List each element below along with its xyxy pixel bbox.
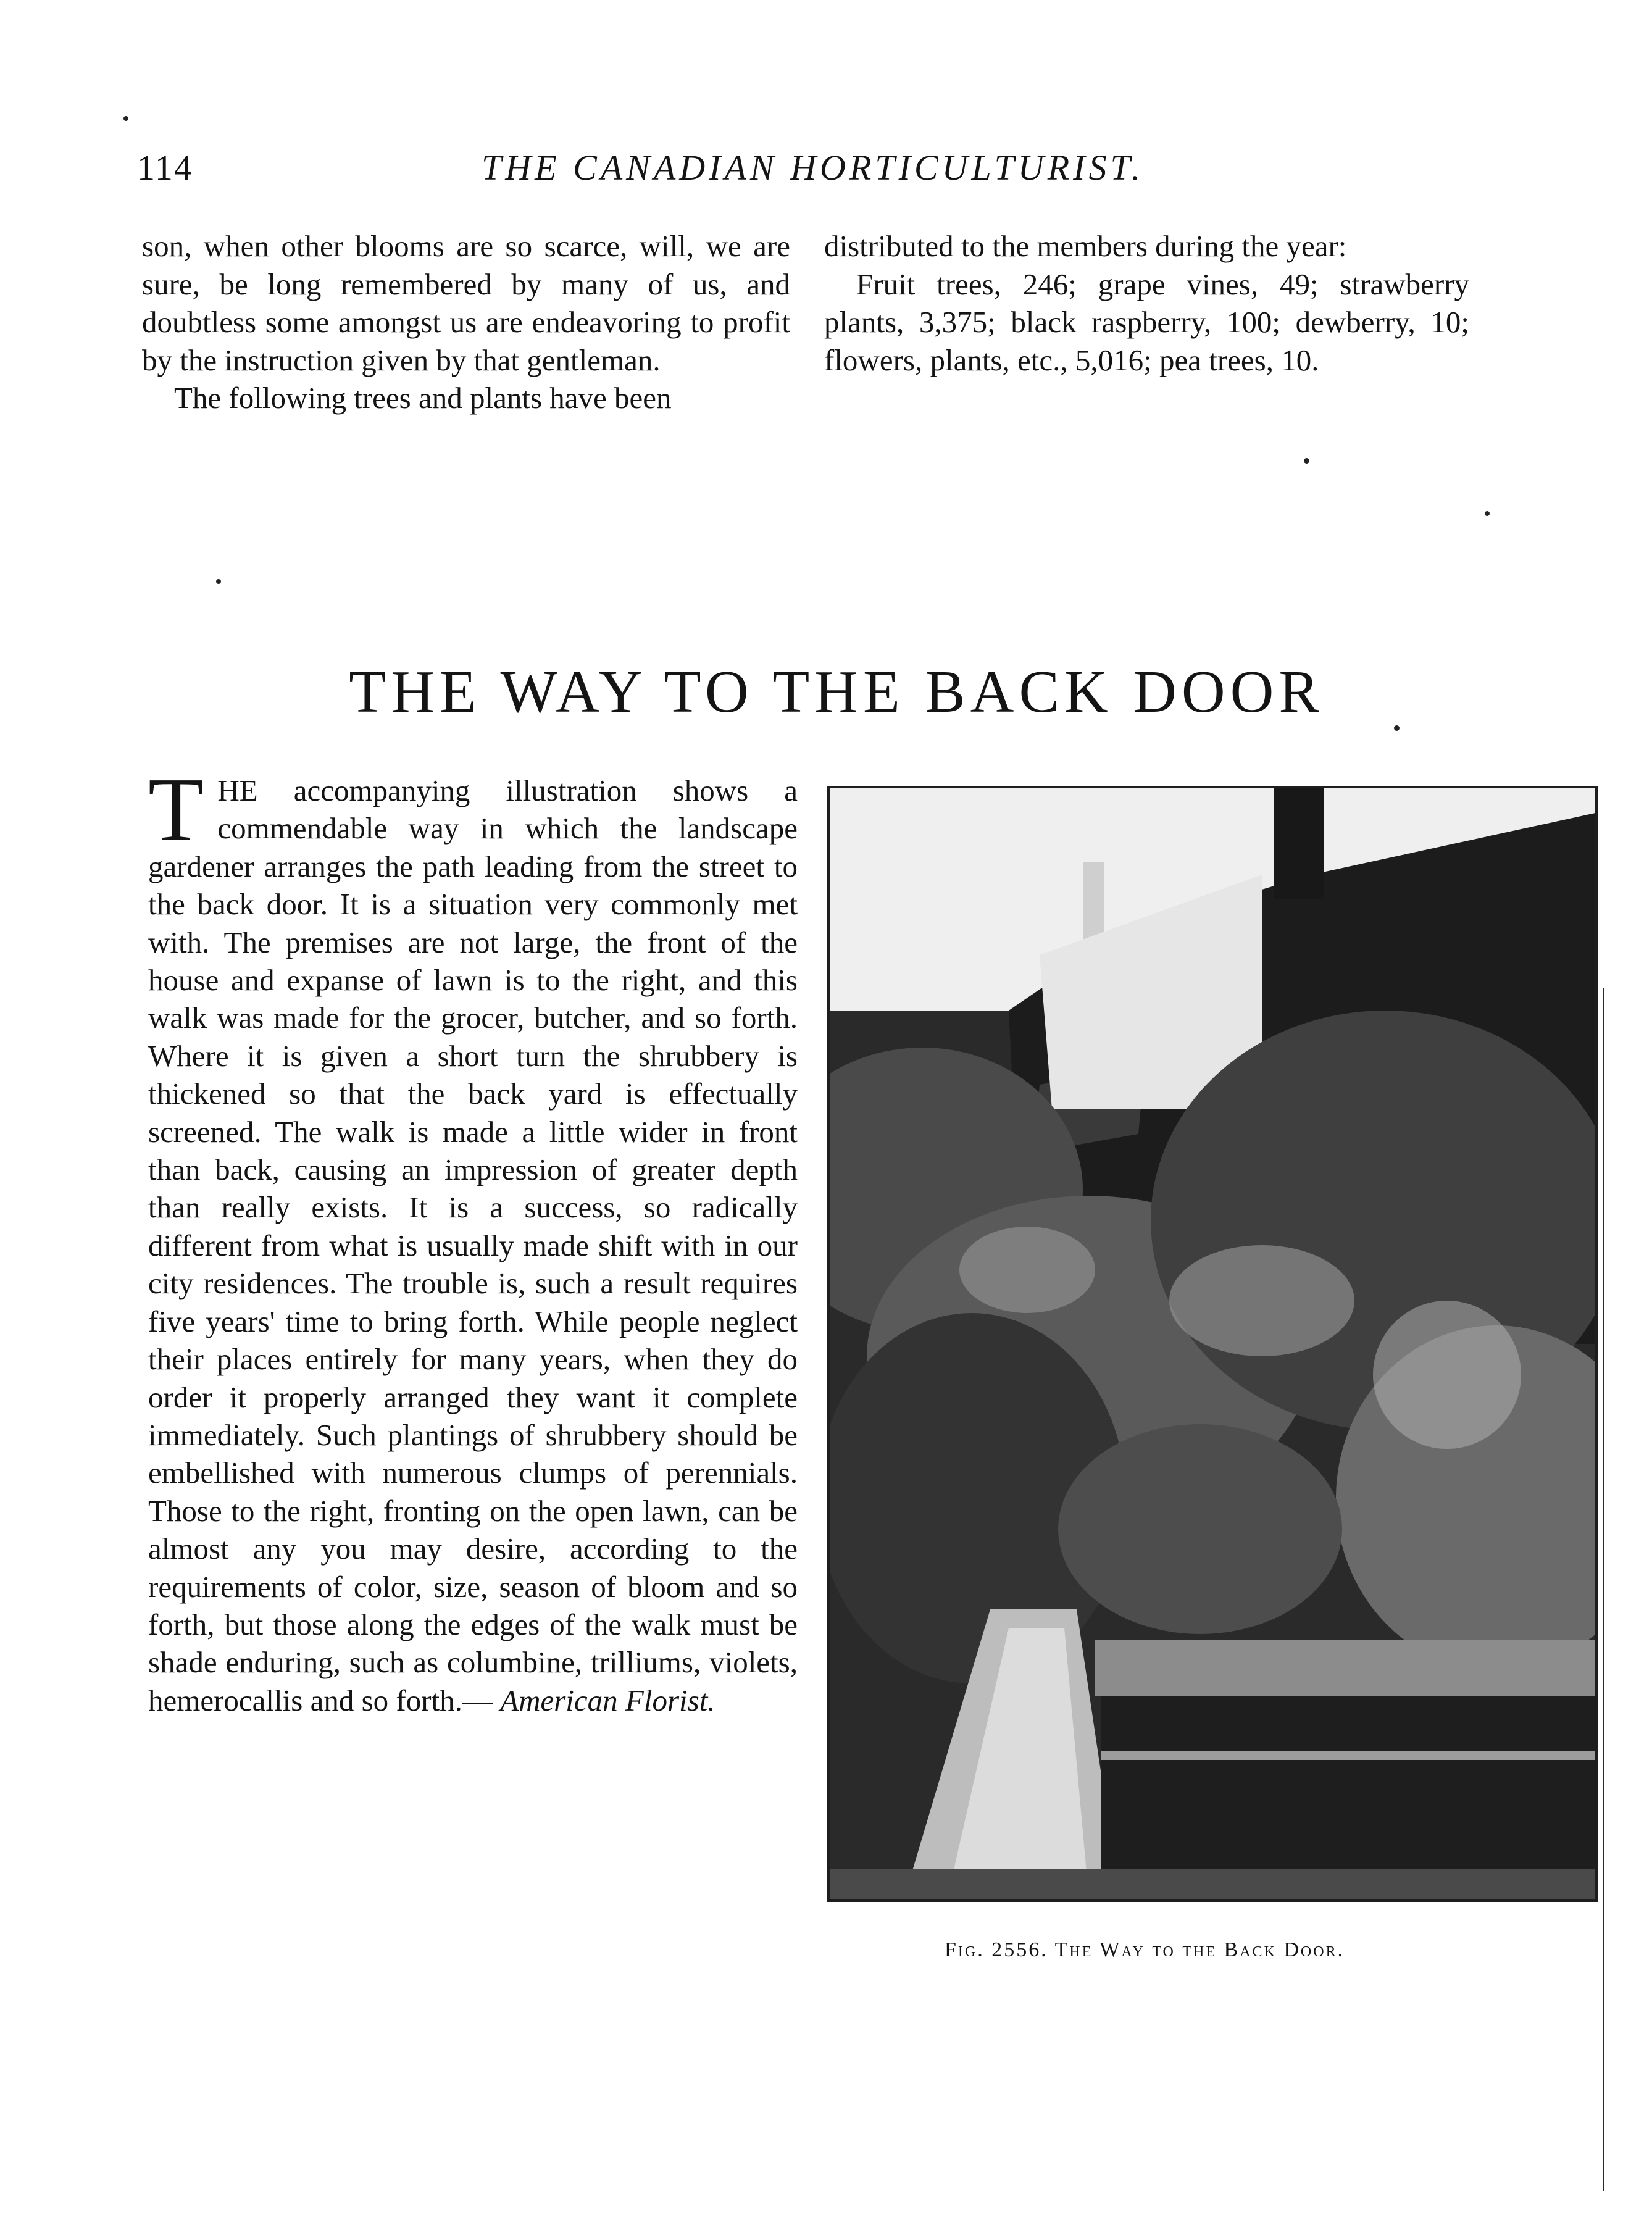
garden-path-illustration: [830, 788, 1595, 1899]
continued-paragraph: distributed to the members during the year:: [824, 229, 1347, 263]
continued-paragraph: son, when other blooms are so scarce, will, we are sure, be long remembered by many of us, and doubtless some amongst us are endeavoring to profit by the instruction given by that gentleman.: [142, 229, 790, 377]
scan-edge-line: [1603, 988, 1604, 2191]
article-title: THE WAY TO THE BACK DOOR: [349, 659, 1324, 725]
scan-speck: [123, 116, 128, 121]
distribution-list: Fruit trees, 246; grape vines, 49; strawberry plants, 3,375; black raspberry, 100; dewberry, 10; flowers, plants, etc., 5,016; pea trees, 10.: [824, 267, 1469, 377]
continued-left-column: [142, 227, 790, 417]
scan-speck: [1304, 458, 1309, 464]
continued-paragraph: The following trees and plants have been: [174, 381, 672, 415]
page-number: 114: [137, 148, 193, 188]
article-text: HE accompanying illustration shows a commendable way in which the landscape gardener arranges the path leading from the street to the back door. It is a situation very commonly met with. The premises are not large, the front of the house and expanse of lawn is to the right, and this walk was made for the grocer, butcher, and so forth. Where it is given a short turn the shrubbery is thickened so that the back yard is effectually screened. The walk is made a little wider in front than back, causing an impression of greater depth than really exists. It is a success, so radically different from what is usually made shift with in our city residences. The trouble is, such a result requires five years' time to bring forth. While people neglect their places entirely for many years, when they do order it properly arranged they want it complete immediately. Such plantings of shrubbery should be embellished with numerous clumps of perennials. Those to the right, fronting on the open lawn, can be almost any you may desire, according to the requirements of color, size, season of bloom and so forth, but those along the edges of the walk must be shade enduring, such as columbine, trilliums, violets, hemerocallis and so forth.—: [148, 774, 798, 1717]
figure-caption: Fig. 2556. The Way to the Back Door.: [945, 1938, 1345, 1961]
article-paragraph: [148, 759, 798, 1719]
article-attribution: American Florist.: [500, 1683, 715, 1717]
drop-cap: T: [148, 759, 204, 861]
back-door-photograph: [827, 786, 1598, 1902]
scan-speck: [216, 579, 221, 584]
running-head: THE CANADIAN HORTICULTURIST.: [482, 148, 1144, 188]
scan-speck: [1485, 511, 1490, 516]
scan-speck: [1394, 725, 1400, 731]
article-body: [148, 759, 798, 1719]
continued-right-column: [824, 227, 1469, 379]
